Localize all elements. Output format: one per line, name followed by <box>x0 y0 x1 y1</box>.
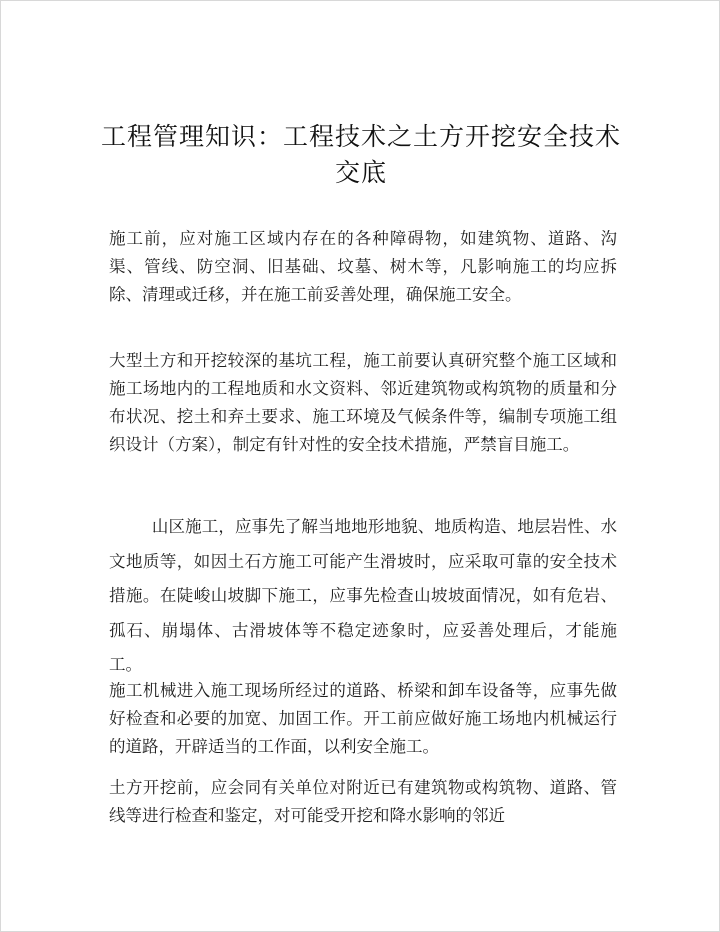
paragraph-mountain-construction: 山区施工，应事先了解当地地形地貌、地质构造、地层岩性、水文地质等，如因土石方施工可能产生滑坡时，应采取可靠的安全技术措施。在陡峻山坡脚下施工，应事先检查山坡坡面情况，如有危岩、孤石、崩塌体、古滑坡体等不稳定迹象时，应妥善处理后，才能施工。 <box>109 517 617 674</box>
document-title: 工程管理知识：工程技术之土方开挖安全技术交底 <box>101 122 622 187</box>
paragraph-pre-excavation-inspection: 土方开挖前，应会同有关单位对附近已有建筑物或构筑物、道路、管线等进行检查和鉴定，对可能受开挖和降水影响的邻近 <box>109 778 617 825</box>
paragraph-site-clearance: 施工前，应对施工区域内存在的各种障碍物，如建筑物、道路、沟渠、管线、防空洞、旧基础、坟墓、树木等，凡影响施工的均应拆除、清理或迁移，并在施工前妥善处理，确保施工安全。 <box>109 229 617 304</box>
paragraph-machinery-access: 施工机械进入施工现场所经过的道路、桥梁和卸车设备等，应事先做好检查和必要的加宽、加固工作。开工前应做好施工场地内机械运行的道路，开辟适当的工作面，以利安全施工。 <box>109 681 617 756</box>
paragraph-large-excavation: 大型土方和开挖较深的基坑工程，施工前要认真研究整个施工区域和施工场地内的工程地质和水文资料、邻近建筑物或构筑物的质量和分布状况、挖土和弃土要求、施工环境及气候条件等，编制专项施工组织设计（方案），制定有针对性的安全技术措施，严禁盲目施工。 <box>109 351 617 454</box>
